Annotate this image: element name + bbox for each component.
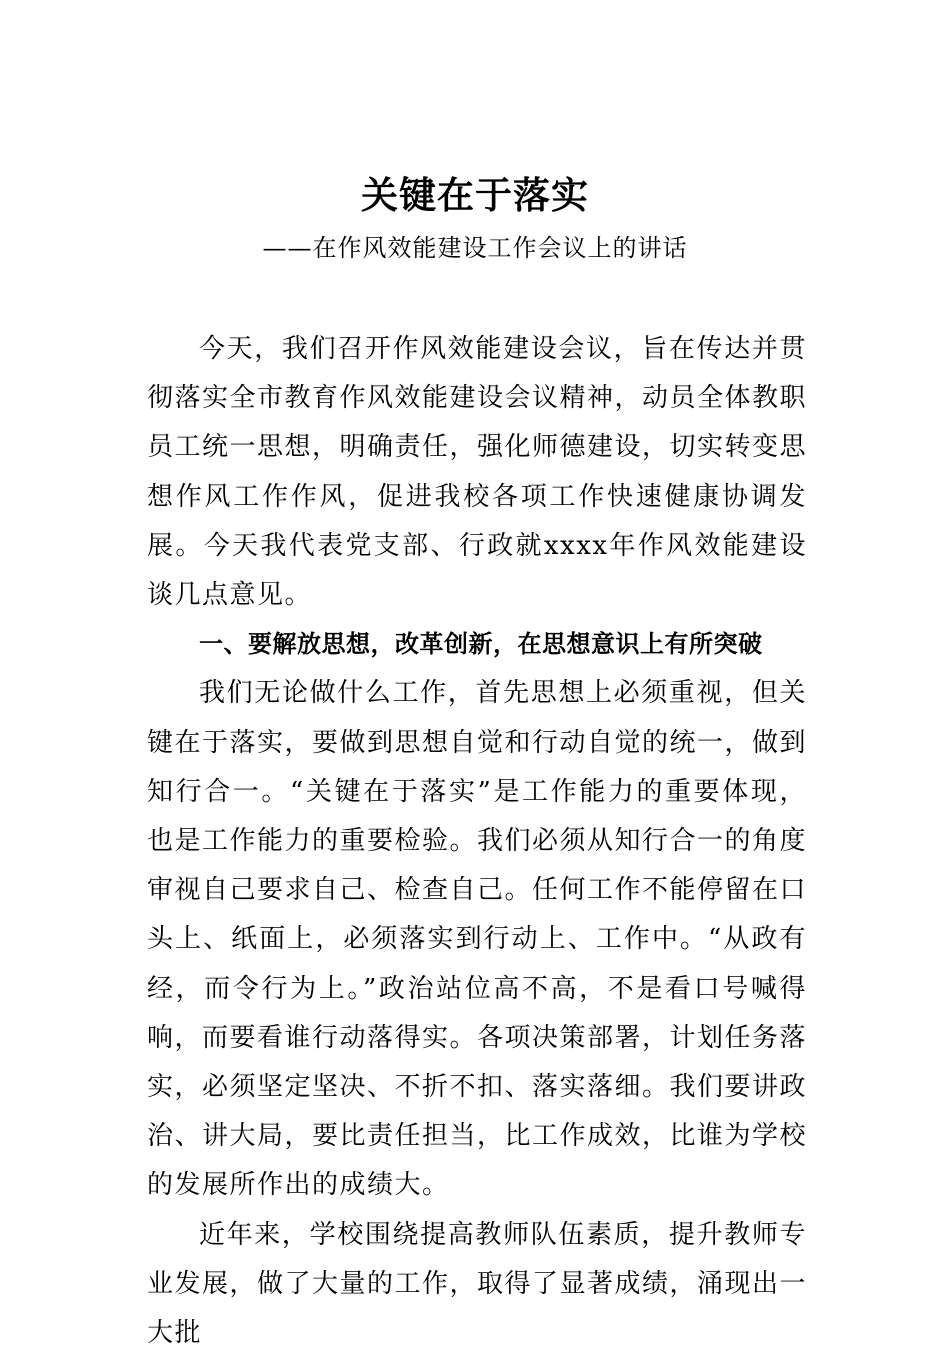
- document-title: 关键在于落实: [361, 174, 589, 217]
- section-heading-1: 一、要解放思想，改革创新，在思想意识上有所突破: [199, 630, 763, 659]
- document-subtitle: ——在作风效能建设工作会议上的讲话: [262, 234, 688, 262]
- intro-paragraph: 今天，我们召开作风效能建设会议，旨在传达并贯彻落实全市教育作风效能建设会议精神，动员全体教职员工统一思想，明确责任，强化师德建设，切实转变思想作风工作作风，促进我校各项工作快速健康协调发展。今天我代表党支部、行政就xxxx年作风效能建设谈几点意见。: [147, 334, 808, 611]
- document-body: [147, 325, 807, 1358]
- section1-paragraph-1: 我们无论做什么工作，首先思想上必须重视，但关键在于落实，要做到思想自觉和行动自觉的统一，做到知行合一。“关键在于落实”是工作能力的重要体现，也是工作能力的重要检验。我们必须从知行合一的角度审视自己要求自己、检查自己。任何工作不能停留在口头上、纸面上，必须落实到行动上、工作中。“从政有经，而令行为上。”政治站位高不高，不是看口号喊得响，而要看谁行动落得实。各项决策部署，计划任务落实，必须坚定坚决、不折不扣、落实落细。我们要讲政治、讲大局，要比责任担当，比工作成效，比谁为学校的发展所作出的成绩大。: [147, 678, 808, 1201]
- section1-paragraph-2: 近年来，学校围绕提高教师队伍素质，提升教师专业发展，做了大量的工作，取得了显著成绩，涌现出一大批: [147, 1219, 808, 1349]
